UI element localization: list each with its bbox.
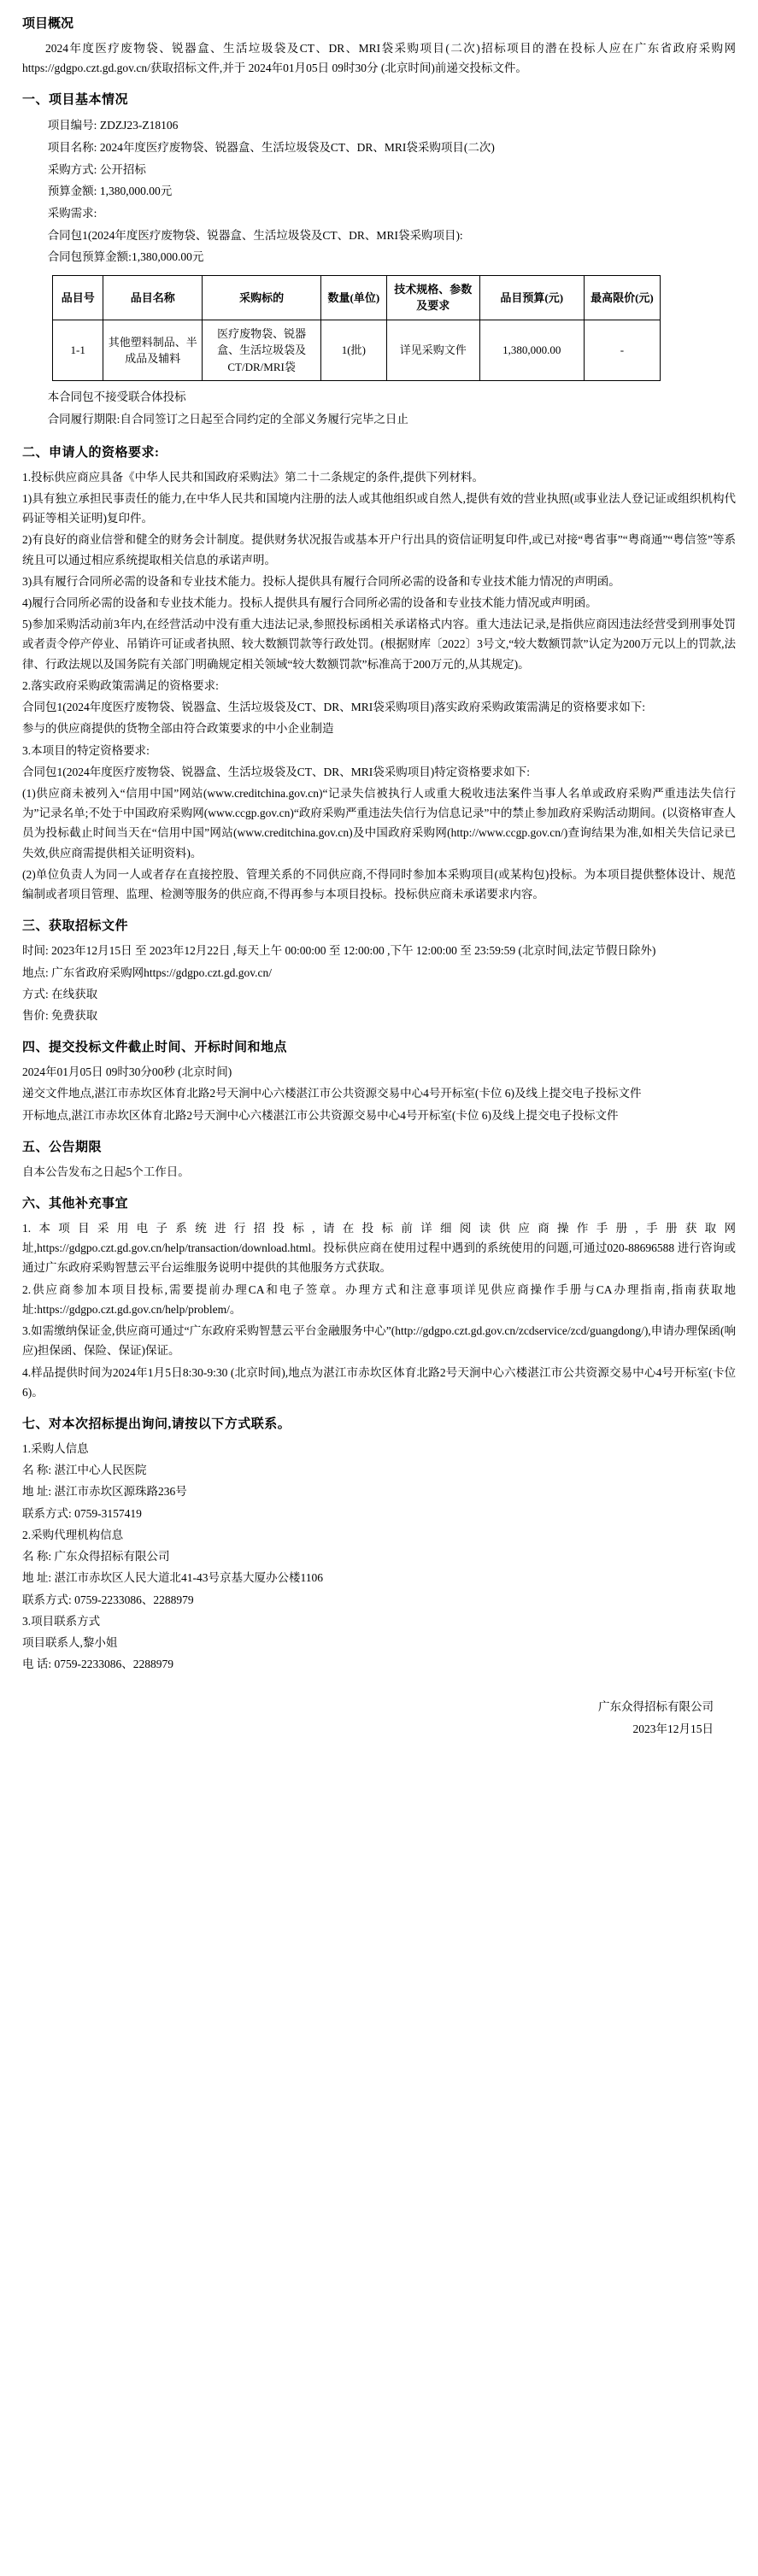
deadline-open-place: 开标地点,湛江市赤坎区体育北路2号天涧中心六楼湛江市公共资源交易中心4号开标室(卡位 6)及线上提交电子投标文件 [22, 1108, 619, 1122]
obtain-method-value: 在线获取 [51, 987, 98, 1000]
field-method-value: 公开招标 [99, 162, 146, 176]
obtain-place-value: 广东省政府采购网https://gdgpo.czt.gd.gov.cn/ [51, 965, 272, 979]
section-title-4: 提交投标文件截止时间、开标时间和地点 [49, 1041, 288, 1055]
notice-period-text: 自本公告发布之日起5个工作日。 [22, 1165, 190, 1178]
contact-label: 名 称: [22, 1464, 52, 1477]
contact-value: 广东众得招标有限公司 [54, 1550, 170, 1564]
qualification-item: 合同包1(2024年度医疗废物袋、锐器盒、生活垃圾袋及CT、DR、MRI袋采购项目)落实政府采购政策需满足的资格要求如下: [22, 701, 645, 714]
bid-items-table-wrap [52, 275, 736, 382]
contact-value: 湛江市赤坎区人民大道北41-43号京基大厦办公楼1106 [54, 1571, 324, 1585]
section-heading-basic [22, 90, 736, 108]
contact-row [22, 1460, 736, 1480]
section-heading-obtain [22, 916, 736, 934]
field-method [48, 159, 736, 181]
contact-label: 项目联系人,黎小姐 [22, 1635, 118, 1649]
section-heading-qualification [22, 443, 736, 461]
section-no-4: 四、 [22, 1041, 50, 1055]
field-budget-label: 预算金额: [47, 185, 97, 198]
contact-value: 0759-2233086、2288979 [54, 1658, 174, 1671]
section-heading-others [22, 1194, 736, 1212]
obtain-price [22, 1006, 736, 1025]
section-heading-deadline [22, 1037, 736, 1055]
obtain-place [22, 963, 736, 983]
th-item-no: 品目号 [53, 275, 103, 320]
cell-qty: 1(批) [321, 320, 387, 381]
contact-group-title: 3.项目联系方式 [22, 1614, 101, 1628]
deadline-submit-place: 递交文件地点,湛江市赤坎区体育北路2号天涧中心六楼湛江市公共资源交易中心4号开标室(卡位 6)及线上提交电子投标文件 [22, 1087, 642, 1100]
contact-row [22, 1568, 736, 1587]
deadline-time-value: 2024年01月05日 09时30分00秒 (北京时间) [22, 1065, 232, 1079]
field-budget-value: 1,380,000.00元 [99, 185, 173, 198]
th-max-price: 最高限价(元) [584, 275, 661, 320]
obtain-time [22, 941, 736, 960]
overview-paragraph: 2024年度医疗废物袋、锐器盒、生活垃圾袋及CT、DR、MRI袋采购项目(二次)招标项目的潜在投标人应在广东省政府采购网https://gdgpo.czt.gd.gov.cn/获取招标文件,并于 2024年01月05日 09时30分 (北京时间)前递交投标文件。 [22, 42, 736, 75]
field-project-name-value: 2024年度医疗废物袋、锐器盒、生活垃圾袋及CT、DR、MRI袋采购项目(二次) [99, 141, 495, 155]
footer-company: 广东众得招标有限公司 [598, 1700, 714, 1714]
obtain-method-label: 方式: [22, 987, 49, 1000]
section-no-3: 三、 [22, 919, 50, 934]
obtain-price-label: 售价: [22, 1008, 49, 1022]
note-consortium: 本合同包不接受联合体投标 [47, 390, 186, 404]
field-project-name [48, 137, 736, 159]
qualification-item: 合同包1(2024年度医疗废物袋、锐器盒、生活垃圾袋及CT、DR、MRI袋采购项目)特定资格要求如下: [22, 765, 530, 778]
contact-value: 湛江市赤坎区源珠路236号 [54, 1485, 187, 1499]
overview-heading: 项目概况 [22, 17, 74, 31]
th-qty: 数量(单位) [321, 275, 387, 320]
qualification-item: 2)有良好的商业信誉和健全的财务会计制度。提供财务状况报告或基本开户行出具的资信证明复印件,或已对接“粤省事”“粤商通”“粤信签”等系统且可以通过相应系统提取相关信息的承诺声明。 [22, 533, 736, 566]
th-target: 采购标的 [203, 275, 321, 320]
qualification-item: 1.投标供应商应具备《中华人民共和国政府采购法》第二十二条规定的条件,提供下列材料。 [22, 470, 484, 484]
qualification-item: 2.落实政府采购政策需满足的资格要求: [22, 678, 219, 692]
cell-item-name: 其他塑料制品、半成品及辅料 [103, 320, 203, 381]
th-item-name: 品目名称 [103, 275, 203, 320]
obtain-time-label: 时间: [22, 944, 49, 958]
section-no-7: 七、 [22, 1417, 50, 1432]
contact-label: 联系方式: [22, 1506, 72, 1520]
contact-label: 地 址: [22, 1571, 52, 1585]
field-package-line: 合同包1(2024年度医疗废物袋、锐器盒、生活垃圾袋及CT、DR、MRI袋采购项目): [47, 228, 463, 242]
field-project-no-value: ZDZJ23-Z18106 [99, 119, 179, 132]
contact-group-title: 1.采购人信息 [22, 1442, 89, 1456]
contact-label: 联系方式: [22, 1593, 72, 1606]
qualification-item: (2)单位负责人为同一人或者存在直接控股、管理关系的不同供应商,不得同时参加本采购项目(或某构包)投标。为本项目提供整体设计、规范编制或者项目管理、监理、检测等服务的供应商,不得再参与本项目投标。投标供应商未承诺要求内容。 [22, 867, 736, 901]
section-title-1: 项目基本情况 [49, 93, 129, 108]
field-project-name-label: 项目名称: [47, 141, 97, 155]
document-footer [22, 1696, 736, 1740]
obtain-method [22, 984, 736, 1004]
other-item: 1.本项目采用电子系统进行招投标,请在投标前详细阅读供应商操作手册,手册获取网址,https://gdgpo.czt.gd.gov.cn/help/transaction/download.html。投标供应商在使用过程中遇到的系统使用的问题,可通过020-88696588 进行咨询或通过广东政府采购智慧云平台运维服务说明中提供的其他服务方式获取。 [22, 1222, 736, 1275]
contact-row [22, 1633, 736, 1652]
other-item: 2.供应商参加本项目投标,需要提前办理CA和电子签章。办理方式和注意事项详见供应商操作手册与CA办理指南,指南获取地址:https://gdgpo.czt.gd.gov.cn/help/problem/。 [22, 1282, 736, 1316]
th-budget: 品目预算(元) [479, 275, 584, 320]
cell-target: 医疗废物袋、锐器盒、生活垃圾袋及CT/DR/MRI袋 [203, 320, 321, 381]
obtain-time-value: 2023年12月15日 至 2023年12月22日 ,每天上午 00:00:00 至 12:00:00 ,下午 12:00:00 至 23:59:59 (北京时间,法定节假日除外) [51, 944, 656, 958]
section-no-5: 五、 [22, 1140, 50, 1154]
qualification-item: 4)履行合同所必需的设备和专业技术能力。投标人提供具有履行合同所必需的设备和专业技术能力情况或声明函。 [22, 596, 597, 610]
section-no-6: 六、 [22, 1197, 50, 1212]
contact-group-title: 2.采购代理机构信息 [22, 1528, 124, 1541]
field-project-no [48, 114, 736, 137]
section-title-5: 公告期限 [49, 1140, 103, 1154]
contact-row [22, 1546, 736, 1566]
contact-value: 0759-2233086、2288979 [74, 1593, 194, 1606]
contact-value: 湛江中心人民医院 [54, 1464, 147, 1477]
section-title-3: 获取招标文件 [49, 919, 129, 934]
contact-label: 电 话: [22, 1658, 52, 1671]
qualification-item: 3.本项目的特定资格要求: [22, 743, 150, 757]
qualification-item: 5)参加采购活动前3年内,在经营活动中没有重大违法记录,参照投标函相关承诺格式内容。重大违法记录,是指供应商因违法经营受到刑事处罚或者责令停产停业、吊销许可证或者执照、较大数额罚款等行政处罚。(根据财库〔2022〕3号文,“较大数额罚款”认定为200万元以上的罚款,法律、行政法规以及国务院有关部门明确规定相关领域“较大数额罚款”标准高于200万元的,从其规定)。 [22, 618, 736, 671]
section-heading-notice-period [22, 1137, 736, 1155]
contact-row [22, 1654, 736, 1674]
qualification-item: 1)具有独立承担民事责任的能力,在中华人民共和国境内注册的法人或其他组织或自然人,提供有效的营业执照(或事业法人登记证或组织机构代码证等相关证明)复印件。 [22, 491, 736, 525]
section-no-2: 二、 [22, 445, 50, 460]
contact-label: 名 称: [22, 1550, 52, 1564]
cell-max-price: - [584, 320, 661, 381]
section-no-1: 一、 [22, 93, 50, 108]
field-need-label: 采购需求: [47, 207, 97, 220]
qualification-item: (1)供应商未被列入“信用中国”网站(www.creditchina.gov.cn)“记录失信被执行人或重大税收违法案件当事人名单或政府采购严重违法失信行为”记录名单;不处于中国政府采购网(www.ccgp.gov.cn)“政府采购严重违法失信行为信息记录”中的禁止参加政府采购活动期间。(以资格审查人员为投标截止时间当天在“信用中国”网站(www.creditchina.gov.cn)及中国政府采购网(http://www.ccgp.gov.cn/)查询结果为准,如相关失信记录已失效,供应商需提供相关证明资料)。 [22, 786, 736, 860]
cell-spec: 详见采购文件 [386, 320, 479, 381]
field-method-label: 采购方式: [47, 162, 97, 176]
table-header-row [53, 275, 661, 320]
obtain-place-label: 地点: [22, 965, 49, 979]
qualification-item: 参与的供应商提供的货物全部由符合政策要求的中小企业制造 [22, 722, 334, 736]
note-contract-period: 合同履行期限:自合同签订之日起至合同约定的全部义务履行完毕之日止 [47, 413, 408, 426]
bid-items-table [52, 275, 661, 382]
cell-budget: 1,380,000.00 [479, 320, 584, 381]
qualification-item: 3)具有履行合同所必需的设备和专业技术能力。投标人提供具有履行合同所必需的设备和专业技术能力情况的声明函。 [22, 574, 620, 588]
section-title-6: 其他补充事宜 [49, 1197, 129, 1212]
field-budget [48, 180, 736, 202]
cell-item-no: 1-1 [53, 320, 103, 381]
obtain-price-value: 免费获取 [51, 1008, 98, 1022]
th-spec: 技术规格、参数及要求 [386, 275, 479, 320]
footer-date: 2023年12月15日 [632, 1722, 714, 1736]
section-heading-contacts [22, 1414, 736, 1432]
contact-label: 地 址: [22, 1485, 52, 1499]
contact-row [22, 1504, 736, 1523]
table-row [53, 320, 661, 381]
section-title-2: 申请人的资格要求: [49, 445, 160, 460]
other-item: 4.样品提供时间为2024年1月5日8:30-9:30 (北京时间),地点为湛江市赤坎区体育北路2号天涧中心六楼湛江市公共资源交易中心4号开标室(卡位 6)。 [22, 1365, 736, 1399]
contact-row [22, 1482, 736, 1501]
contact-value: 0759-3157419 [74, 1506, 142, 1520]
field-package-budget: 合同包预算金额:1,380,000.00元 [47, 250, 204, 264]
field-project-no-label: 项目编号: [47, 119, 97, 132]
section-title-7: 对本次招标提出询问,请按以下方式联系。 [49, 1417, 291, 1432]
contact-row [22, 1590, 736, 1610]
other-item: 3.如需缴纳保证金,供应商可通过“广东政府采购智慧云平台金融服务中心”(http://gdgpo.czt.gd.gov.cn/zcdservice/zcd/guangdong/),申请办理保函(响应)担保函、保险、保证)保证。 [22, 1324, 736, 1358]
